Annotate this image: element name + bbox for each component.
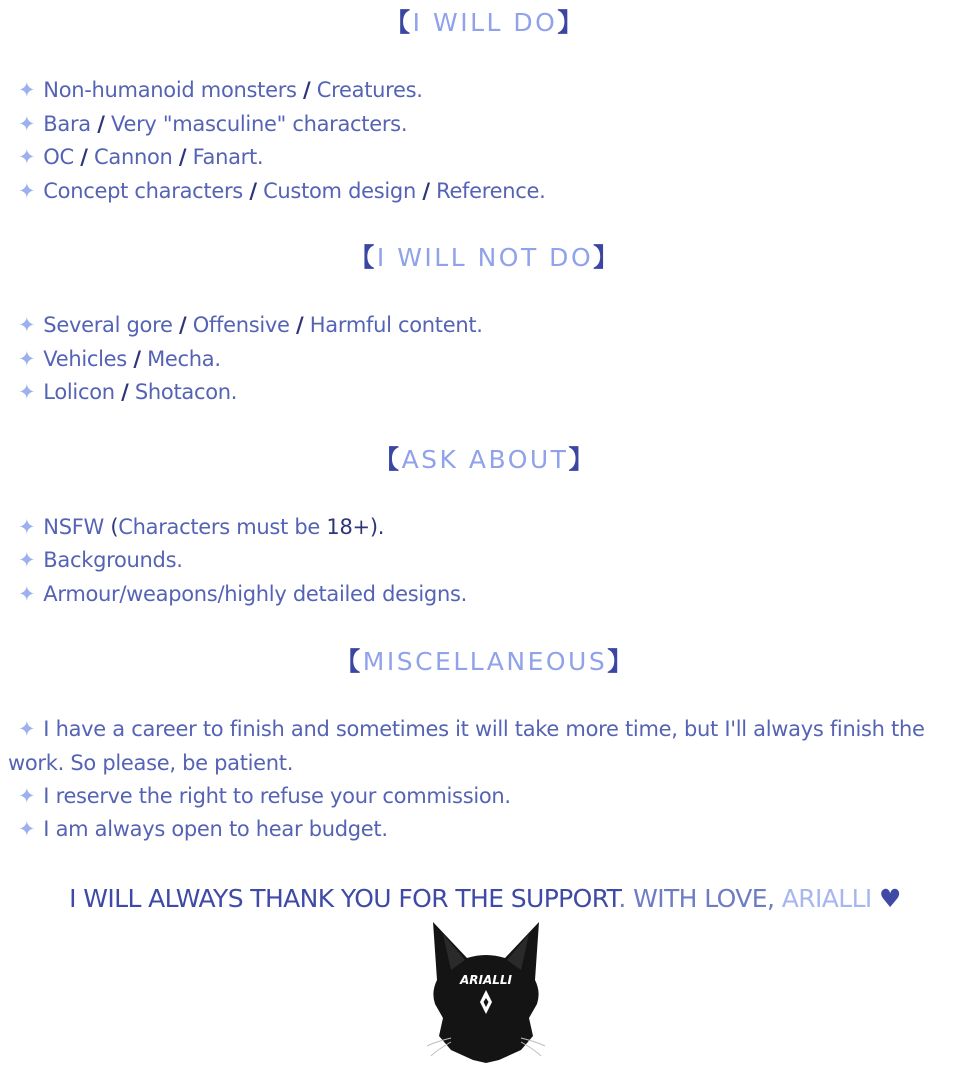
sparkle-icon: ✦ [18,347,36,371]
sparkle-icon: ✦ [18,515,36,539]
artist-name: ARIALLI [781,884,872,913]
list-item: ✦ Concept characters / Custom design / Reference. [18,179,546,203]
bracket-close: 】 [568,445,596,474]
thank-you-line: I WILL ALWAYS THANK YOU FOR THE SUPPORT. WITH LOVE, ARIALLI ♥ [69,884,901,913]
sparkle-icon: ✦ [18,582,36,606]
list-item: ✦ Vehicles / Mecha. [18,347,221,371]
list-item: ✦ Armour/weapons/highly detailed designs. [18,582,467,606]
list-item: ✦ Backgrounds. [18,548,183,572]
bracket-open: 【 [385,8,413,37]
heart-icon: ♥ [879,884,901,913]
section-heading-ask-about [0,445,970,475]
list-item: ✦ Lolicon / Shotacon. [18,380,238,404]
sparkle-icon: ✦ [18,784,36,808]
list-item: ✦ I have a career to finish and sometimes it will take more time, but I'll always finish the work. So please, be patient. [8,717,925,775]
bracket-open: 【 [374,445,402,474]
heading-text: I WILL DO [412,8,558,37]
list-item: ✦ Bara / Very "masculine" characters. [18,112,408,136]
heading-text: MISCELLANEOUS [362,647,608,676]
thanks-with-love: WITH LOVE, [625,884,782,913]
sparkle-icon: ✦ [18,717,36,741]
sparkle-icon: ✦ [18,112,36,136]
section-heading-will-do [0,8,970,38]
sparkle-icon: ✦ [18,548,36,572]
bracket-open: 【 [335,647,363,676]
section-heading-miscellaneous [0,647,970,677]
bracket-close: 】 [557,8,585,37]
heading-text: I WILL NOT DO [376,243,594,272]
sparkle-icon: ✦ [18,817,36,841]
list-item: ✦ OC / Cannon / Fanart. [18,145,264,169]
list-item: ✦ I reserve the right to refuse your commission. [18,784,511,808]
bracket-close: 】 [607,647,635,676]
sparkle-icon: ✦ [18,179,36,203]
list-item: ✦ NSFW (Characters must be 18+). [18,515,385,539]
sparkle-icon: ✦ [18,78,36,102]
thanks-main: I WILL ALWAYS THANK YOU FOR THE SUPPORT [69,884,619,913]
sparkle-icon: ✦ [18,145,36,169]
bracket-close: 】 [593,243,621,272]
heading-text: ASK ABOUT [401,445,569,474]
section-heading-will-not-do [0,243,970,273]
bracket-open: 【 [349,243,377,272]
sparkle-icon: ✦ [18,380,36,404]
wolf-head-logo [425,918,547,1064]
list-item: ✦ I am always open to hear budget. [18,817,388,841]
list-item: ✦ Several gore / Offensive / Harmful content. [18,313,483,337]
list-item: ✦ Non-humanoid monsters / Creatures. [18,78,423,102]
sparkle-icon: ✦ [18,313,36,337]
logo-text: ARIALLI [459,973,513,987]
